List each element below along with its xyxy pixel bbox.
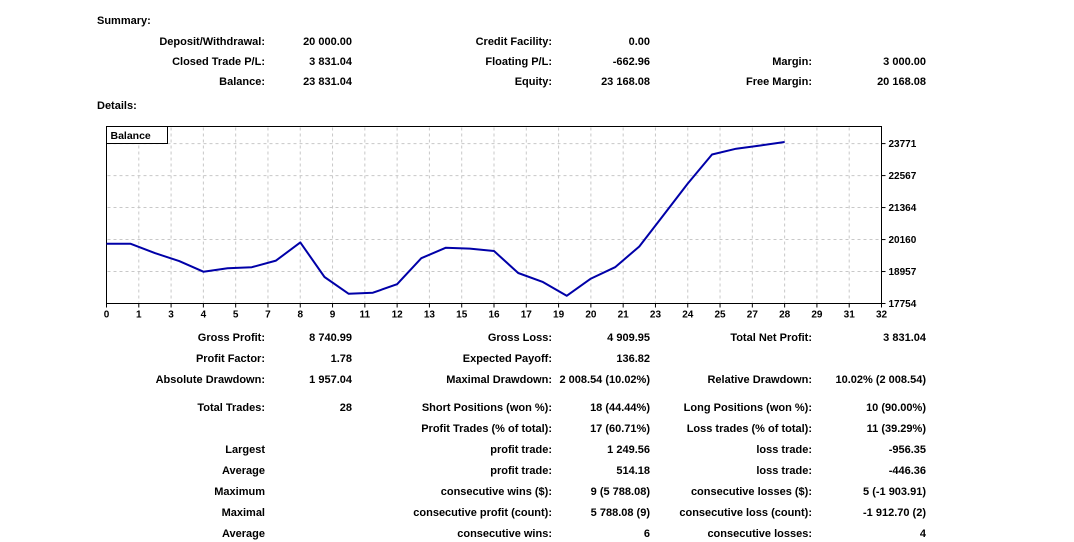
- stat-value: 11 (39.29%): [866, 423, 926, 435]
- details-row: [0, 465, 1074, 479]
- stat-label: Margin:: [772, 56, 812, 68]
- details-row: [0, 444, 1074, 458]
- x-tick-label: 20: [585, 309, 597, 321]
- stat-label: Profit Trades (% of total):: [421, 423, 552, 435]
- y-tick-label: 17754: [888, 299, 917, 310]
- stat-label: Balance:: [219, 76, 265, 88]
- stat-label: loss trade:: [756, 444, 812, 456]
- x-tick-label: 21: [617, 309, 629, 321]
- stat-label: Maximal: [221, 507, 265, 519]
- stat-label: Credit Facility:: [475, 36, 552, 48]
- x-tick-label: 31: [843, 309, 855, 321]
- stat-label: loss trade:: [756, 465, 812, 477]
- stat-label: consecutive losses:: [707, 528, 812, 540]
- x-tick-label: 32: [875, 309, 888, 321]
- legend-label: Balance: [110, 130, 151, 142]
- stat-value: 18 (44.44%): [590, 402, 650, 414]
- stat-value: 1.78: [330, 353, 352, 365]
- details-row: [0, 332, 1074, 346]
- stat-label: Short Positions (won %):: [421, 402, 552, 414]
- stat-label: Floating P/L:: [485, 56, 552, 68]
- x-tick-label: 16: [488, 309, 500, 321]
- stat-value: 3 000.00: [883, 56, 926, 68]
- y-tick-label: 22567: [888, 171, 917, 183]
- stat-label: Gross Profit:: [197, 332, 265, 344]
- x-tick-label: 11: [359, 309, 371, 321]
- x-tick-label: 15: [456, 309, 468, 321]
- stat-value: 28: [339, 402, 352, 414]
- stat-value: 8 740.99: [309, 332, 352, 344]
- x-tick-label: 13: [423, 309, 435, 321]
- stat-value: 6: [643, 528, 650, 540]
- details-row: [0, 507, 1074, 521]
- stat-label: Profit Factor:: [195, 353, 265, 365]
- x-tick-label: 4: [200, 309, 207, 321]
- stat-label: Maximum: [214, 486, 265, 498]
- y-tick-label: 20160: [888, 235, 917, 247]
- stat-value: 10.02% (2 008.54): [835, 374, 926, 386]
- stat-value: 3 831.04: [883, 332, 926, 344]
- y-tick-label: 18957: [888, 267, 917, 279]
- stat-value: 5 788.08 (9): [590, 507, 650, 519]
- x-tick-label: 25: [714, 309, 726, 321]
- x-tick-label: 23: [649, 309, 662, 321]
- x-tick-label: 3: [168, 309, 174, 321]
- stat-value: 20 000.00: [303, 36, 352, 48]
- stat-label: consecutive profit (count):: [413, 507, 552, 519]
- stat-value: 23 831.04: [303, 76, 352, 88]
- stat-value: -662.96: [612, 56, 650, 68]
- x-tick-label: 7: [265, 309, 271, 321]
- stat-value: 1 957.04: [309, 374, 352, 386]
- x-tick-label: 0: [103, 309, 110, 321]
- stat-value: 4 909.95: [607, 332, 650, 344]
- stat-label: consecutive wins ($):: [440, 486, 552, 498]
- stat-label: consecutive loss (count):: [679, 507, 812, 519]
- stat-value: 3 831.04: [309, 56, 352, 68]
- stat-value: 23 168.08: [601, 76, 650, 88]
- stat-value: 136.82: [616, 353, 650, 365]
- stat-label: profit trade:: [490, 465, 552, 477]
- stat-label: Loss trades (% of total):: [686, 423, 812, 435]
- stat-value: 4: [919, 528, 926, 540]
- details-row: [0, 486, 1074, 500]
- stat-value: 17 (60.71%): [590, 423, 650, 435]
- stat-label: Closed Trade P/L:: [172, 56, 265, 68]
- stat-label: Equity:: [514, 76, 552, 88]
- x-tick-label: 19: [553, 309, 565, 321]
- x-tick-label: 17: [520, 309, 532, 321]
- stat-label: Total Net Profit:: [730, 332, 812, 344]
- stat-label: Average: [221, 465, 265, 477]
- details-row: [0, 423, 1074, 437]
- stat-label: Largest: [225, 444, 265, 456]
- x-tick-label: 8: [297, 309, 304, 321]
- details-row: [0, 528, 1074, 542]
- stat-value: 9 (5 788.08): [590, 486, 650, 498]
- stat-value: 1 249.56: [607, 444, 650, 456]
- stat-value: 10 (90.00%): [866, 402, 926, 414]
- x-tick-label: 1: [136, 309, 142, 321]
- stat-value: -446.36: [888, 465, 926, 477]
- stat-label: consecutive wins:: [457, 528, 552, 540]
- stat-label: Total Trades:: [197, 402, 265, 414]
- stat-label: Deposit/Withdrawal:: [159, 36, 265, 48]
- stat-label: Absolute Drawdown:: [155, 374, 265, 386]
- x-tick-label: 9: [329, 309, 336, 321]
- stat-label: Long Positions (won %):: [683, 402, 812, 414]
- stat-label: Free Margin:: [745, 76, 812, 88]
- stat-value: 0.00: [628, 36, 650, 48]
- y-tick-label: 23771: [888, 139, 917, 151]
- x-tick-label: 28: [779, 309, 791, 321]
- stat-value: 2 008.54 (10.02%): [559, 374, 650, 386]
- details-row: [0, 353, 1074, 367]
- stat-label: Gross Loss:: [487, 332, 552, 344]
- stat-label: Maximal Drawdown:: [446, 374, 552, 386]
- stat-label: profit trade:: [490, 444, 552, 456]
- stat-value: 20 168.08: [877, 76, 926, 88]
- summary-heading: Summary:: [97, 15, 151, 27]
- details-row: [0, 402, 1074, 416]
- stat-label: Relative Drawdown:: [707, 374, 812, 386]
- x-tick-label: 24: [682, 309, 694, 321]
- y-tick-label: 21364: [888, 203, 917, 215]
- stat-label: Expected Payoff:: [462, 353, 552, 365]
- stat-label: consecutive losses ($):: [690, 486, 812, 498]
- stat-value: 514.18: [616, 465, 650, 477]
- stat-value: -1 912.70 (2): [863, 507, 926, 519]
- details-row: [0, 374, 1074, 388]
- stat-value: 5 (-1 903.91): [863, 486, 926, 498]
- x-tick-label: 5: [232, 309, 239, 321]
- stat-label: Average: [221, 528, 265, 540]
- x-tick-label: 27: [746, 309, 758, 321]
- stat-value: -956.35: [888, 444, 926, 456]
- x-tick-label: 29: [811, 309, 823, 321]
- details-heading: Details:: [97, 100, 137, 112]
- x-tick-label: 12: [391, 309, 403, 321]
